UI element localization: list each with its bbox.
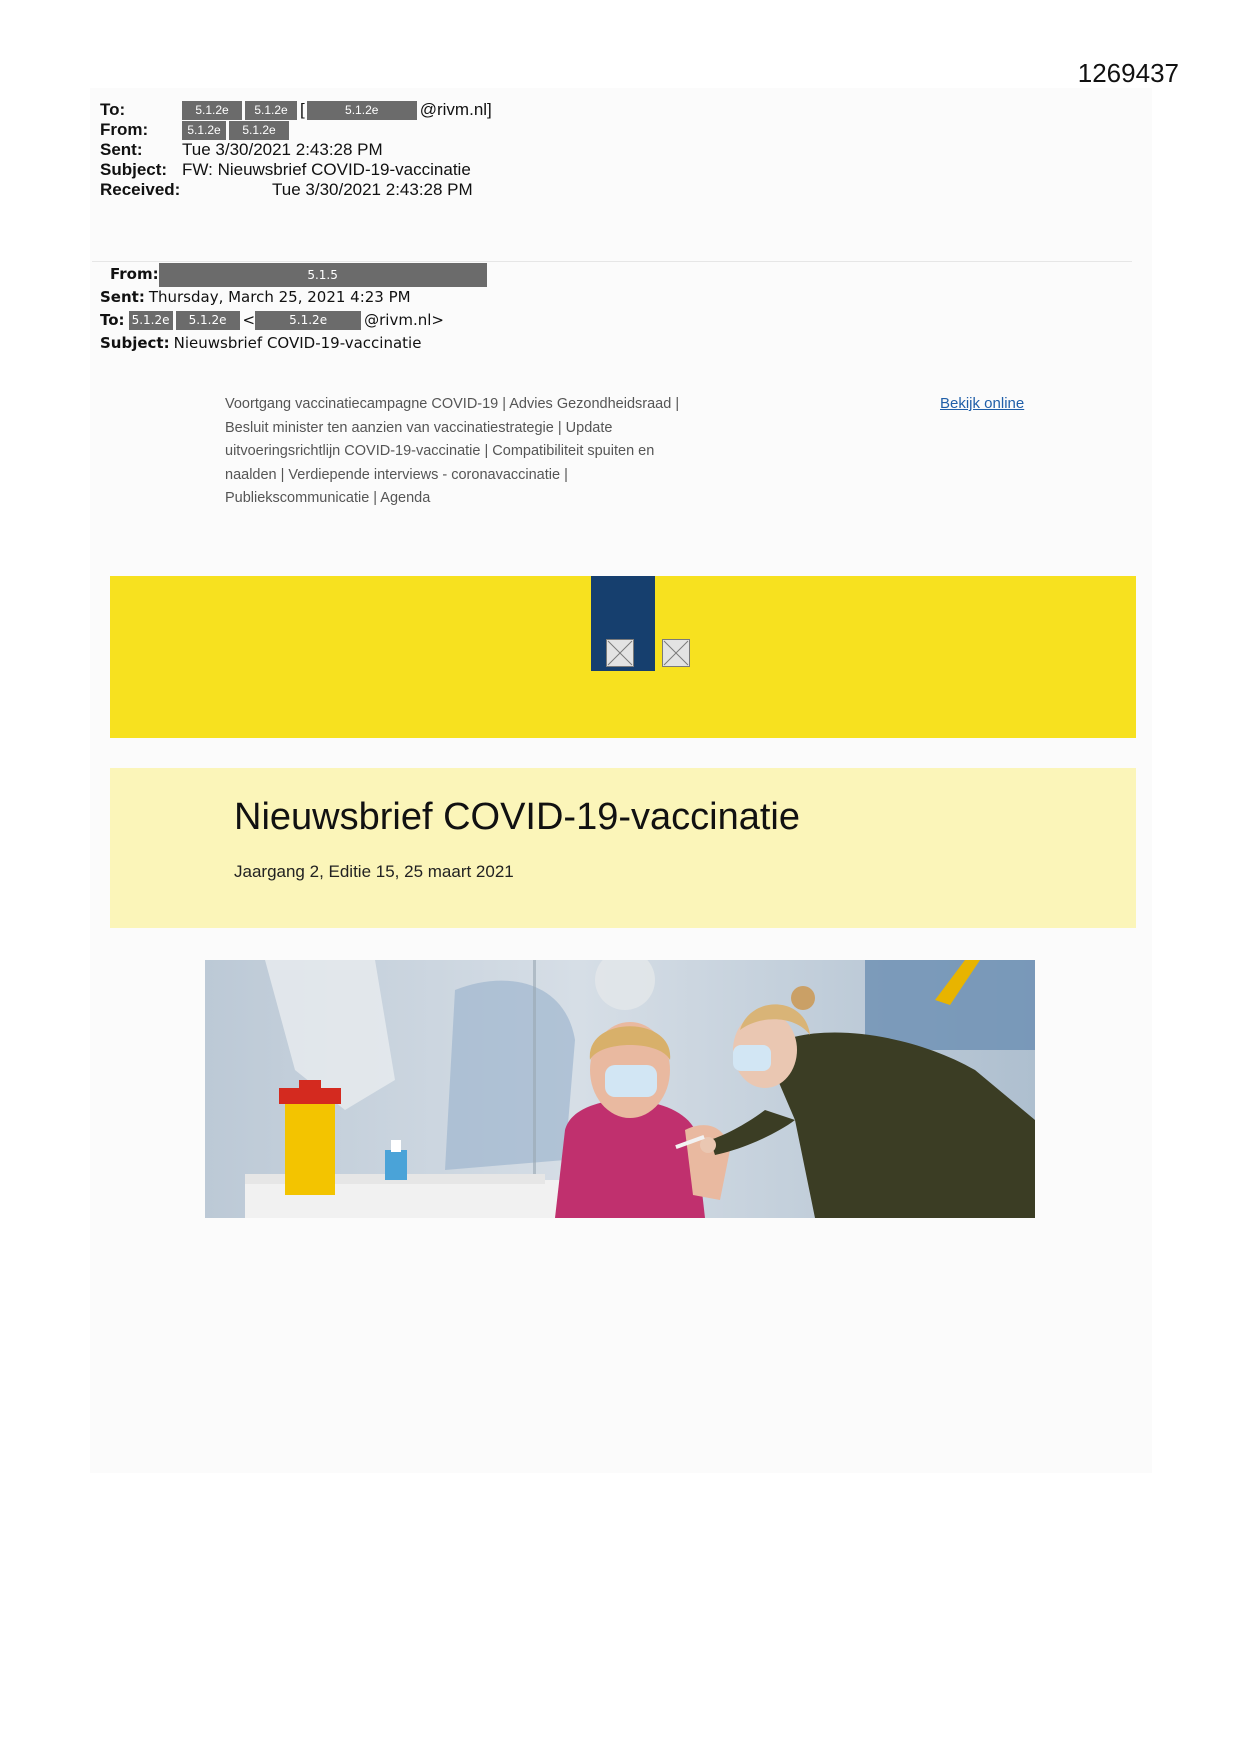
fw-sent-row bbox=[100, 286, 490, 309]
preheader-line: naalden | Verdiepende interviews - coronavaccinatie | bbox=[225, 466, 568, 483]
subject-label: Subject: bbox=[100, 160, 168, 179]
redaction-box: 5.1.2e bbox=[129, 311, 173, 330]
newsletter-banner bbox=[110, 576, 1136, 738]
redaction-box: 5.1.2e bbox=[245, 101, 297, 120]
fw-subject-value: Nieuwsbrief COVID-19-vaccinatie bbox=[173, 334, 422, 352]
from-row bbox=[100, 120, 492, 140]
fw-to-row bbox=[100, 309, 490, 332]
subject-value: FW: Nieuwsbrief COVID-19-vaccinatie bbox=[182, 160, 471, 179]
bracket-text: [ bbox=[300, 100, 305, 119]
fw-from-row bbox=[100, 263, 490, 286]
to-label: To: bbox=[100, 100, 126, 119]
bracket-text: < bbox=[242, 311, 256, 329]
fw-subject-row bbox=[100, 332, 490, 355]
fw-sent-value: Thursday, March 25, 2021 4:23 PM bbox=[148, 288, 411, 306]
sent-label: Sent: bbox=[100, 140, 143, 159]
redaction-box: 5.1.2e bbox=[255, 311, 361, 330]
outer-email-header bbox=[100, 100, 492, 200]
email-domain: @rivm.nl] bbox=[419, 100, 492, 119]
preheader-line: uitvoeringsrichtlijn COVID-19-vaccinatie | Compatibiliteit spuiten en bbox=[225, 443, 655, 459]
newsletter-preheader bbox=[225, 393, 725, 511]
subject-row bbox=[100, 160, 492, 180]
redaction-box: 5.1.2e bbox=[176, 311, 240, 330]
preheader-line: Voortgang vaccinatiecampagne COVID-19 | Advies Gezondheidsraad | bbox=[225, 396, 680, 412]
received-label: Received: bbox=[100, 180, 181, 199]
preheader-line: Besluit minister ten aanzien van vaccinatiestrategie | Update bbox=[225, 419, 613, 436]
broken-image-icon bbox=[606, 639, 634, 667]
forwarded-email-header bbox=[100, 263, 490, 355]
document-number: 1269437 bbox=[1077, 58, 1179, 88]
received-row bbox=[100, 180, 492, 200]
newsletter-title: Nieuwsbrief COVID-19-vaccinatie bbox=[234, 796, 800, 838]
view-online-link[interactable]: Bekijk online bbox=[940, 395, 1025, 412]
fw-email-domain: @rivm.nl> bbox=[364, 311, 444, 329]
sent-row bbox=[100, 140, 492, 160]
received-value: Tue 3/30/2021 2:43:28 PM bbox=[272, 180, 473, 199]
from-label: From: bbox=[100, 120, 149, 139]
newsletter-title-box bbox=[110, 768, 1136, 928]
redaction-box: 5.1.2e bbox=[182, 121, 226, 140]
fw-from-label: From: bbox=[110, 265, 159, 283]
fw-sent-label: Sent: bbox=[100, 288, 145, 306]
broken-image-icon bbox=[662, 639, 690, 667]
to-row bbox=[100, 100, 492, 120]
vaccination-photo bbox=[205, 960, 1035, 1218]
preheader-line: Publiekscommunicatie | Agenda bbox=[225, 490, 431, 506]
redaction-box: 5.1.2e bbox=[229, 121, 289, 140]
redaction-box: 5.1.2e bbox=[307, 101, 417, 120]
newsletter-edition: Jaargang 2, Editie 15, 25 maart 2021 bbox=[234, 862, 514, 881]
redaction-box: 5.1.5 bbox=[159, 263, 487, 287]
sent-value: Tue 3/30/2021 2:43:28 PM bbox=[182, 140, 383, 159]
redaction-box: 5.1.2e bbox=[182, 101, 242, 120]
fw-to-label: To: bbox=[100, 311, 125, 329]
fw-subject-label: Subject: bbox=[100, 334, 170, 352]
